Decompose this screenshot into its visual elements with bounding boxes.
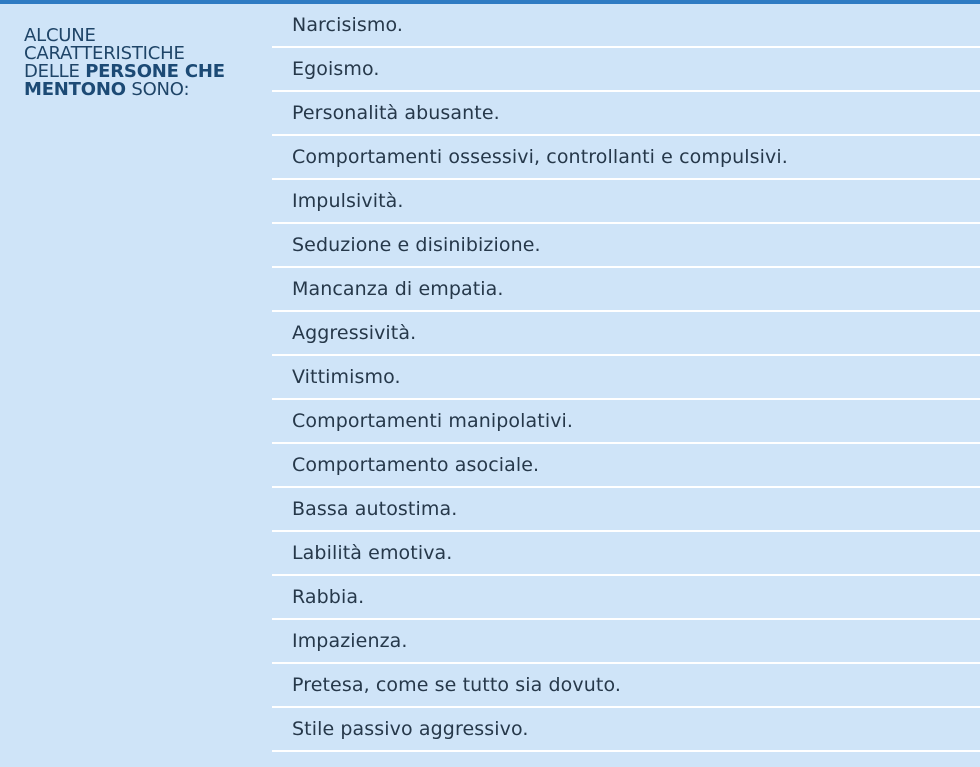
list-item: Mancanza di empatia.	[272, 268, 980, 312]
list-item: Comportamenti manipolativi.	[272, 400, 980, 444]
list-item: Impulsività.	[272, 180, 980, 224]
list-item: Labilità emotiva.	[272, 532, 980, 576]
sidebar-line-3-prefix: DELLE	[24, 61, 86, 82]
sidebar-heading	[24, 27, 264, 99]
characteristics-list	[272, 4, 980, 752]
sidebar-line-3-bold: PERSONE CHE	[85, 61, 225, 82]
list-item: Narcisismo.	[272, 4, 980, 48]
list-item: Comportamenti ossessivi, controllanti e compulsivi.	[272, 136, 980, 180]
sidebar-line-4-suffix: SONO:	[125, 79, 190, 100]
list-item: Stile passivo aggressivo.	[272, 708, 980, 752]
list-item: Bassa autostima.	[272, 488, 980, 532]
list-item: Personalità abusante.	[272, 92, 980, 136]
list-item: Impazienza.	[272, 620, 980, 664]
sidebar-line-2: CARATTERISTICHE	[24, 43, 185, 64]
list-item: Rabbia.	[272, 576, 980, 620]
list-item: Seduzione e disinibizione.	[272, 224, 980, 268]
list-item: Comportamento asociale.	[272, 444, 980, 488]
list-item: Aggressività.	[272, 312, 980, 356]
list-item: Vittimismo.	[272, 356, 980, 400]
list-item: Pretesa, come se tutto sia dovuto.	[272, 664, 980, 708]
sidebar-line-1: ALCUNE	[24, 25, 96, 46]
sidebar-line-4-bold: MENTONO	[24, 79, 126, 100]
list-item: Egoismo.	[272, 48, 980, 92]
sidebar-line-4	[24, 81, 264, 99]
